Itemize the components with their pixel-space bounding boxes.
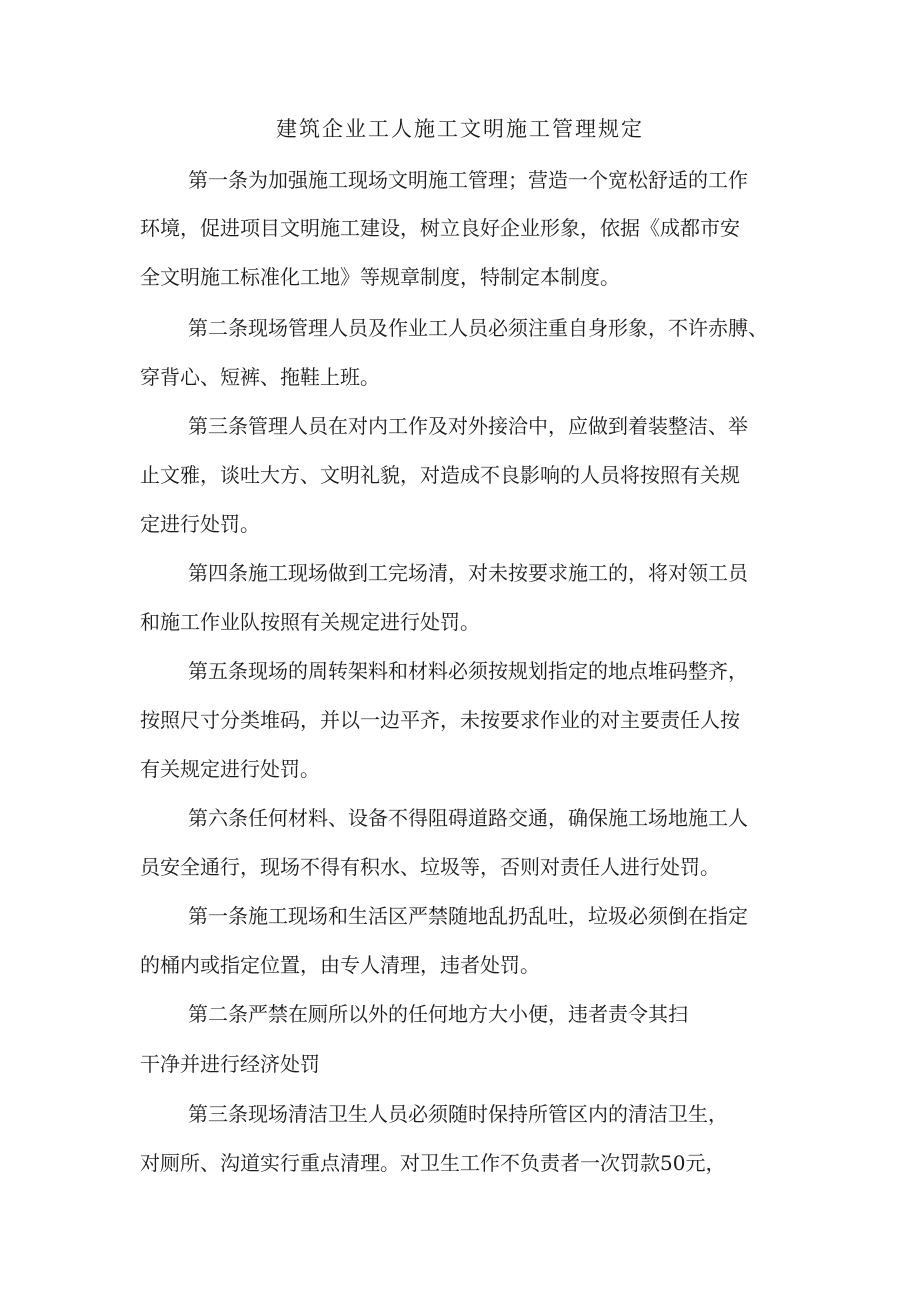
text-line: 环境，促进项目文明施工建设，树立良好企业形象，依据《成都市安 (140, 216, 740, 240)
document-title: 建筑企业工人施工文明施工管理规定 (276, 117, 644, 141)
text-line: 第四条施工现场做到工完场清，对未按要求施工的，将对领工员 (188, 561, 748, 585)
text-line: 全文明施工标准化工地》等规章制度，特制定本制度。 (140, 265, 620, 289)
text-line: 第一条施工现场和生活区严禁随地乱扔乱吐，垃圾必须倒在指定 (188, 904, 748, 928)
text-line: 穿背心、短裤、拖鞋上班。 (140, 365, 380, 389)
text-line: 的桶内或指定位置，由专人清理，违者处罚。 (140, 953, 540, 977)
text-line: 有关规定进行处罚。 (140, 757, 320, 781)
text-line: 对厕所、沟道实行重点清理。对卫生工作不负责者一次罚款50元， (140, 1151, 726, 1175)
text-line: 第三条管理人员在对内工作及对外接洽中，应做到着装整洁、举 (188, 414, 748, 438)
text-line: 按照尺寸分类堆码，并以一边平齐，未按要求作业的对主要责任人按 (140, 708, 740, 732)
text-line: 干净并进行经济处罚 (140, 1052, 320, 1076)
text-line: 第二条现场管理人员及作业工人员必须注重自身形象，不许赤膊、 (188, 316, 768, 340)
text-line: 和施工作业队按照有关规定进行处罚。 (140, 610, 480, 634)
text-line: 第六条任何材料、设备不得阻碍道路交通，确保施工场地施工人 (188, 806, 748, 830)
text-line: 定进行处罚。 (140, 512, 260, 536)
text-line: 员安全通行，现场不得有积水、垃圾等，否则对责任人进行处罚。 (140, 855, 720, 879)
text-line: 止文雅，谈吐大方、文明礼貌，对造成不良影响的人员将按照有关规 (140, 463, 740, 487)
text-line: 第二条严禁在厕所以外的任何地方大小便，违者责令其扫 (188, 1002, 688, 1026)
text-line: 第五条现场的周转架料和材料必须按规划指定的地点堆码整齐， (188, 659, 748, 683)
text-line: 第一条为加强施工现场文明施工管理；营造一个宽松舒适的工作 (188, 168, 748, 192)
text-line: 第三条现场清洁卫生人员必须随时保持所管区内的清洁卫生， (188, 1102, 728, 1126)
